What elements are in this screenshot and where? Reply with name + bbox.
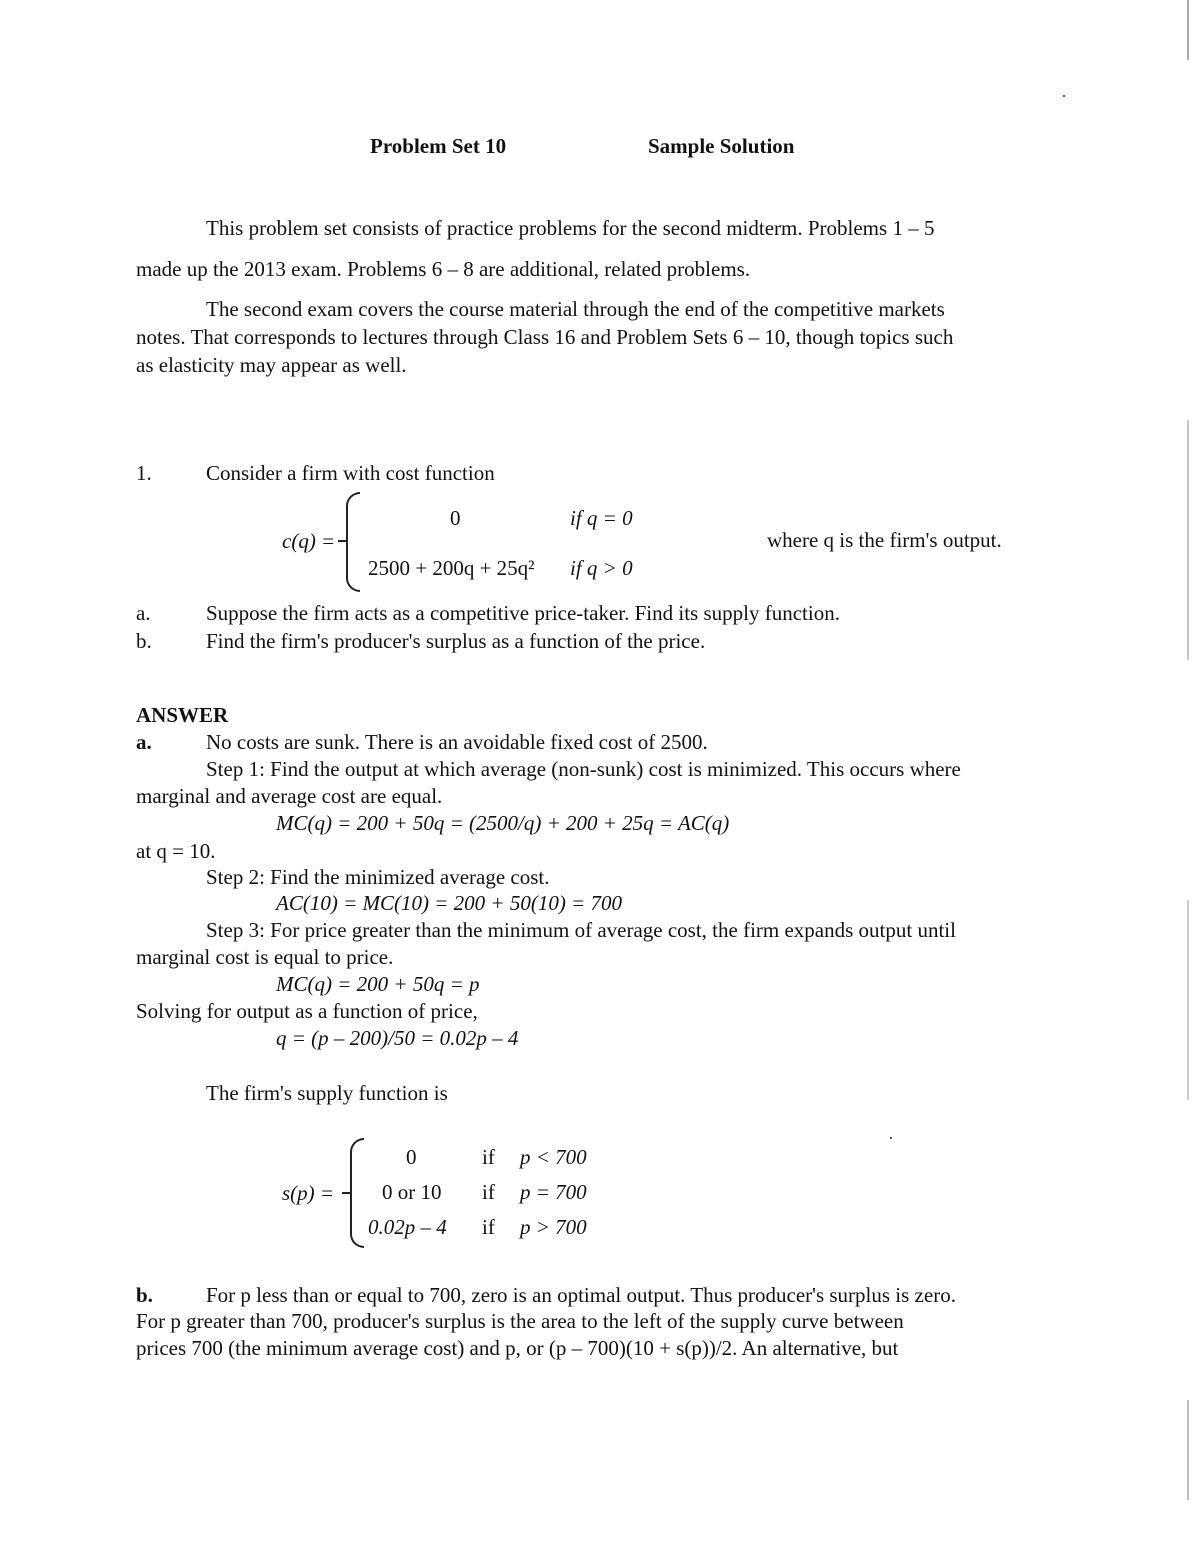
scan-edge-mark (1187, 0, 1189, 60)
where-note: where q is the firm's output. (767, 528, 1002, 552)
supply-row-value: 0.02p – 4 (368, 1215, 447, 1239)
cost-function-lhs: c(q) = (282, 529, 336, 553)
at-q-text: at q = 10. (136, 839, 216, 863)
answer-a-text: No costs are sunk. There is an avoidable fixed cost of 2500. (206, 730, 708, 754)
intro-line: The second exam covers the course material through the end of the competitive markets (206, 297, 945, 321)
answer-b-line: prices 700 (the minimum average cost) and p, or (p – 700)(10 + s(p))/2. An alternative, but (136, 1336, 899, 1360)
supply-row-condition: p > 700 (520, 1215, 587, 1239)
supply-brace-tip (342, 1192, 350, 1194)
scan-edge-mark (1187, 900, 1189, 1100)
cost-case2-value: 2500 + 200q + 25q² (368, 556, 535, 580)
part-b-label: b. (136, 629, 152, 653)
supply-function-lhs: s(p) = (282, 1181, 335, 1205)
supply-intro: The firm's supply function is (206, 1081, 448, 1105)
answer-a-label: a. (136, 730, 152, 754)
part-a-text: Suppose the firm acts as a competitive price-taker. Find its supply function. (206, 601, 840, 625)
answer-b-line: For p less than or equal to 700, zero is an optimal output. Thus producer's surplus is zero. (206, 1283, 956, 1307)
equation-mc-ac: MC(q) = 200 + 50q = (2500/q) + 200 + 25q = AC(q) (276, 811, 730, 835)
cost-brace (346, 492, 360, 592)
supply-row-value: 0 (406, 1145, 417, 1169)
problem-number: 1. (136, 461, 152, 485)
answer-b-line: For p greater than 700, producer's surplus is the area to the left of the supply curve between (136, 1309, 904, 1333)
problem-prompt: Consider a firm with cost function (206, 461, 495, 485)
intro-line: notes. That corresponds to lectures through Class 16 and Problem Sets 6 – 10, though topics such (136, 325, 954, 349)
answer-heading: ANSWER (136, 703, 229, 727)
cost-case2-condition: if q > 0 (570, 556, 633, 580)
page-title-left: Problem Set 10 (370, 134, 507, 158)
intro-line: made up the 2013 exam. Problems 6 – 8 are additional, related problems. (136, 257, 751, 281)
scan-dot (890, 1137, 892, 1139)
step1-line: Step 1: Find the output at which average (non-sunk) cost is minimized. This occurs where (206, 757, 961, 781)
scan-edge-mark (1187, 1400, 1189, 1500)
equation-min-ac: AC(10) = MC(10) = 200 + 50(10) = 700 (276, 891, 622, 915)
intro-line: This problem set consists of practice problems for the second midterm. Problems 1 – 5 (206, 216, 935, 240)
scan-edge-mark (1187, 420, 1189, 660)
equation-q-of-p: q = (p – 200)/50 = 0.02p – 4 (276, 1026, 519, 1050)
step2-line: Step 2: Find the minimized average cost. (206, 865, 550, 889)
page-title-right: Sample Solution (648, 134, 795, 158)
supply-row-condition: p = 700 (520, 1180, 587, 1204)
step1-line: marginal and average cost are equal. (136, 784, 443, 808)
scan-dot (1063, 95, 1065, 97)
equation-mc-price: MC(q) = 200 + 50q = p (276, 972, 480, 996)
cost-case1-condition: if q = 0 (570, 506, 633, 530)
part-b-text: Find the firm's producer's surplus as a function of the price. (206, 629, 706, 653)
supply-row-condition: p < 700 (520, 1145, 587, 1169)
step3-line: marginal cost is equal to price. (136, 945, 394, 969)
solving-text: Solving for output as a function of price, (136, 999, 478, 1023)
supply-row-value: 0 or 10 (382, 1180, 442, 1204)
supply-row-if: if (482, 1145, 495, 1169)
intro-line: as elasticity may appear as well. (136, 353, 407, 377)
cost-case1-value: 0 (450, 506, 461, 530)
supply-row-if: if (482, 1180, 495, 1204)
part-a-label: a. (136, 601, 151, 625)
supply-brace (350, 1138, 364, 1248)
answer-b-label: b. (136, 1283, 153, 1307)
step3-line: Step 3: For price greater than the minimum of average cost, the firm expands output until (206, 918, 956, 942)
cost-brace-tip (338, 540, 346, 542)
supply-row-if: if (482, 1215, 495, 1239)
